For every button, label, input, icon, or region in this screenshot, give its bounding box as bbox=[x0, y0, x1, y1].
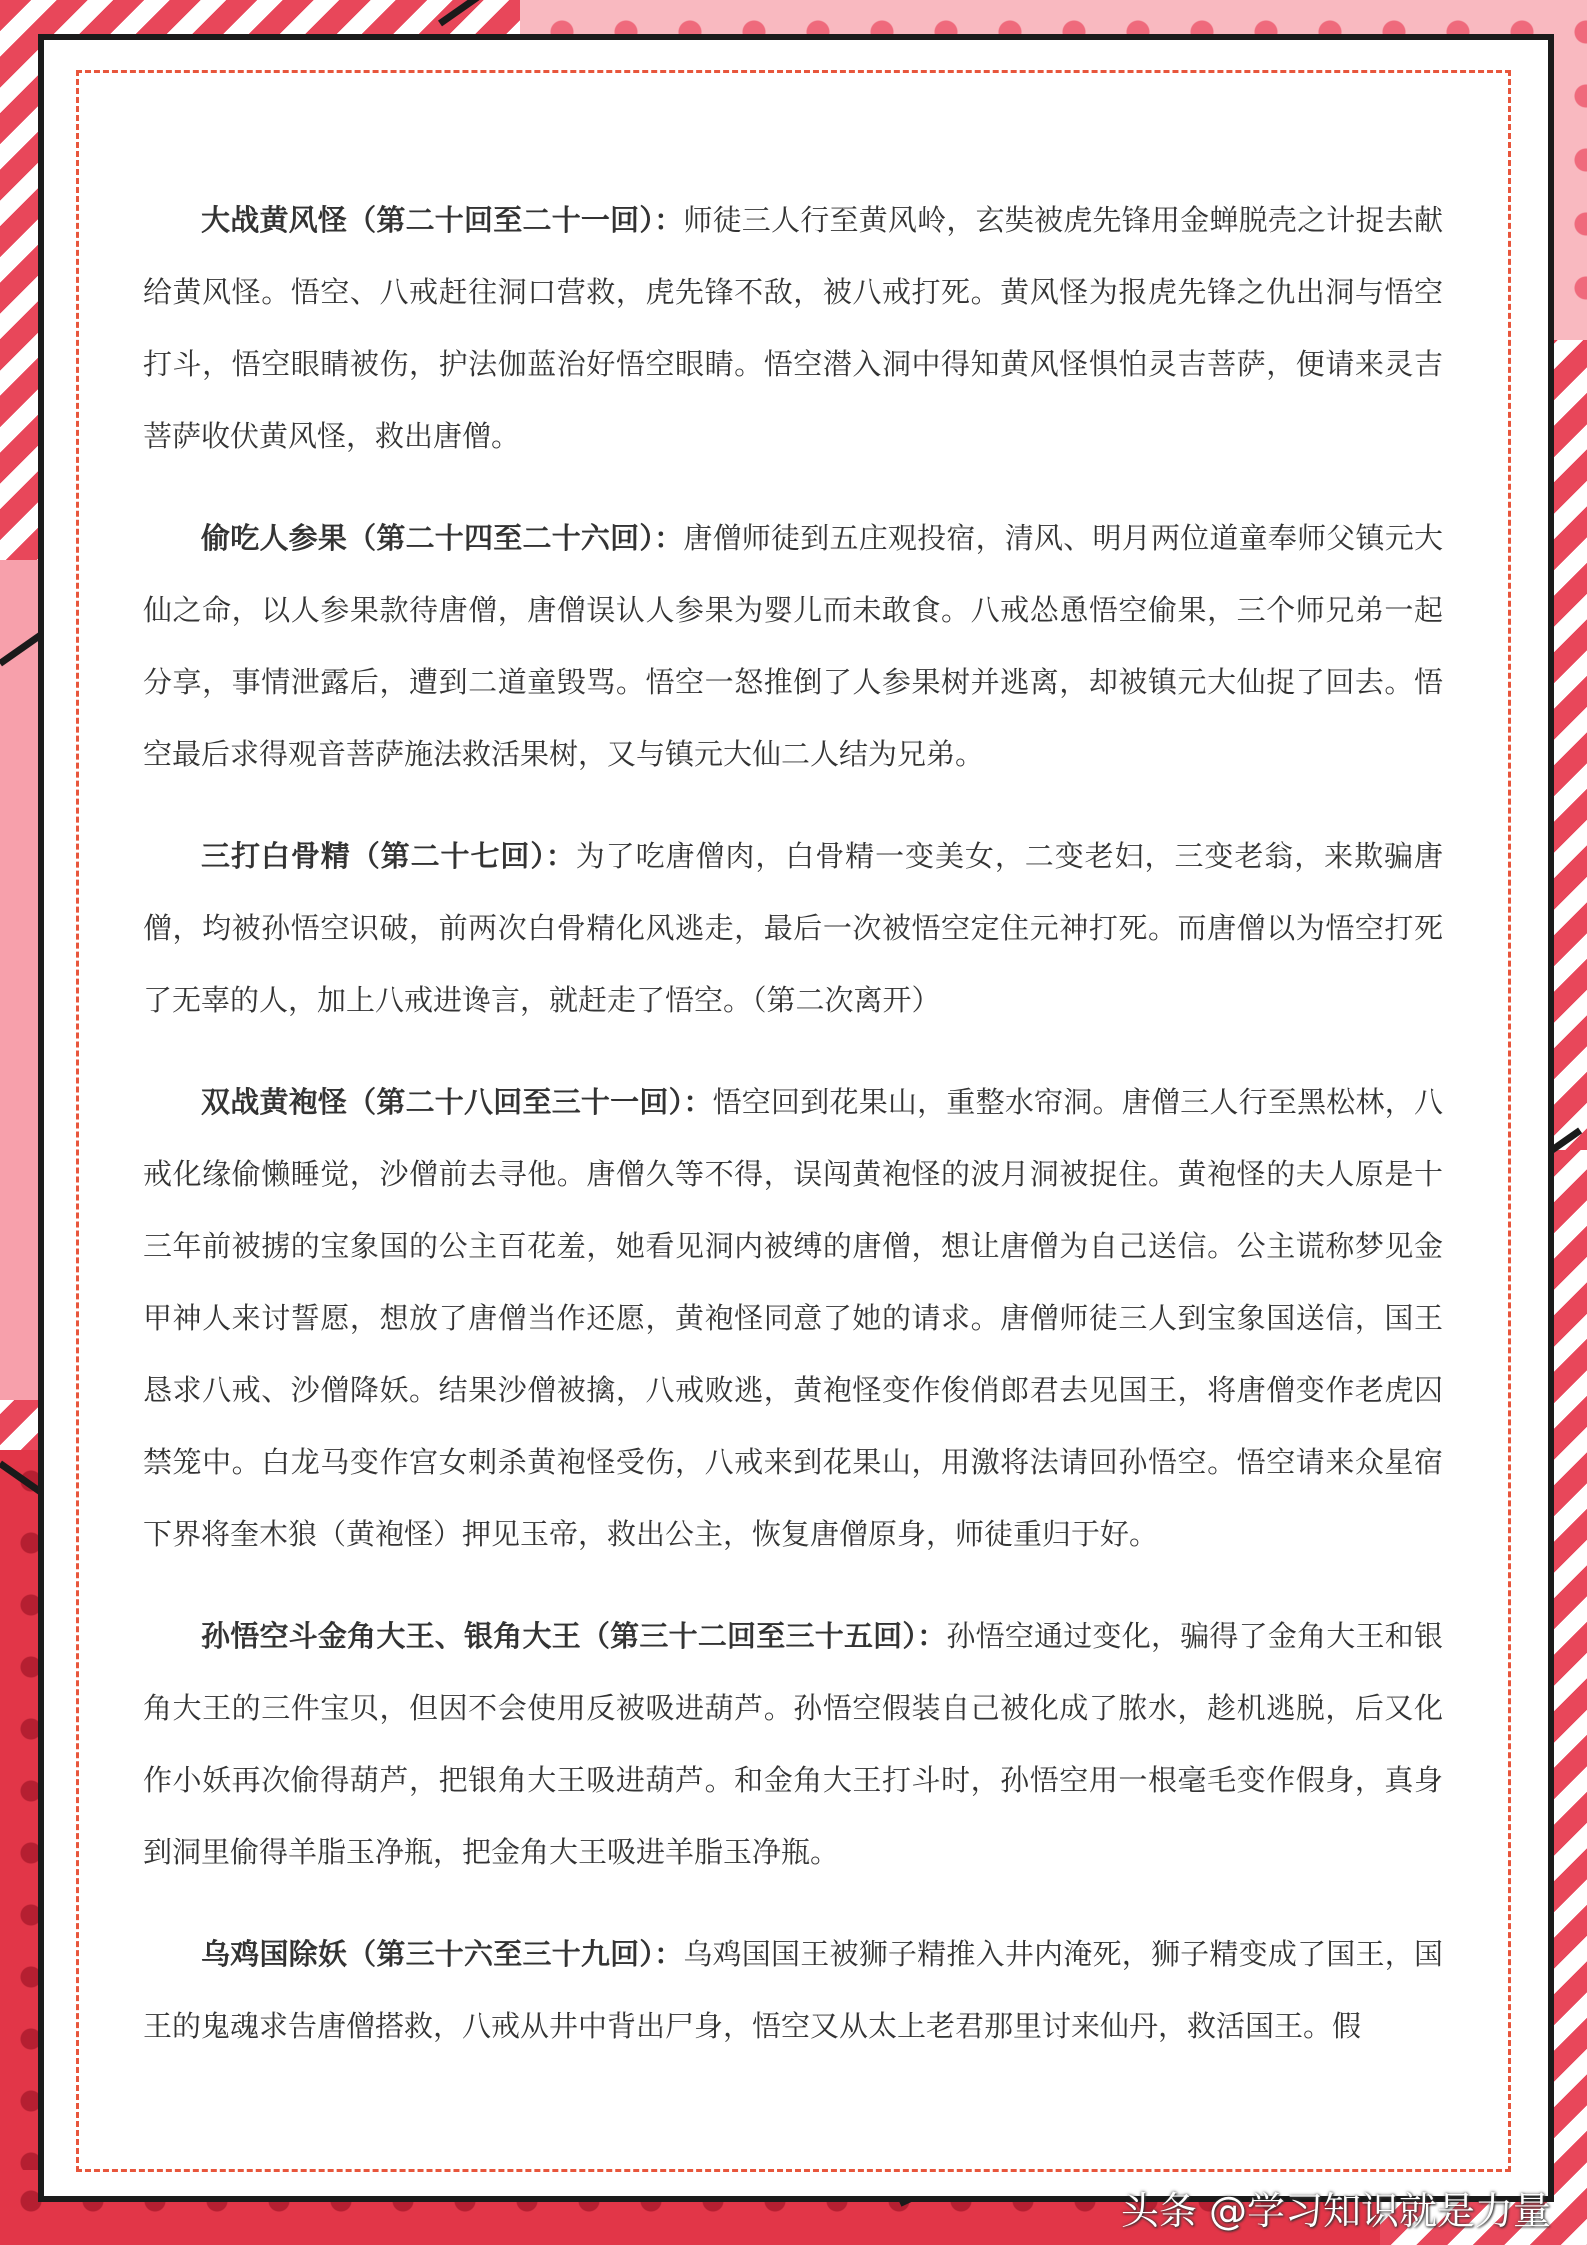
paragraph-huangpaoguai bbox=[143, 1066, 1443, 1570]
paragraph-heading: 大战黄风怪（第二十回至二十一回）： bbox=[201, 203, 684, 237]
paragraph-text: 孙悟空通过变化，骗得了金角大王和银角大王的三件宝贝，但因不会使用反被吸进葫芦。孙悟空假装自己被化成了脓水，趁机逃脱，后又化作小妖再次偷得葫芦，把银角大王吸进葫芦。和金角大王打斗时，孙悟空用一根毫毛变作假身，真身到洞里偷得羊脂玉净瓶，把金角大王吸进羊脂玉净瓶。 bbox=[143, 1619, 1443, 1869]
paragraph-heading: 偷吃人参果（第二十四至二十六回）： bbox=[201, 521, 684, 555]
watermark-text: 头条 @学习知识就是力量 bbox=[1120, 2189, 1551, 2233]
paragraph-heading: 三打白骨精（第二十七回）： bbox=[201, 839, 576, 873]
paragraph-heading: 双战黄袍怪（第二十八回至三十一回）： bbox=[201, 1085, 713, 1119]
paragraph-text: 师徒三人行至黄风岭，玄奘被虎先锋用金蝉脱壳之计捉去献给黄风怪。悟空、八戒赶往洞口营救，虎先锋不敌，被八戒打死。黄风怪为报虎先锋之仇出洞与悟空打斗，悟空眼睛被伤，护法伽蓝治好悟空眼睛。悟空潜入洞中得知黄风怪惧怕灵吉菩萨，便请来灵吉菩萨收伏黄风怪，救出唐僧。 bbox=[143, 203, 1443, 453]
paragraph-text: 为了吃唐僧肉，白骨精一变美女，二变老妇，三变老翁，来欺骗唐僧，均被孙悟空识破，前两次白骨精化风逃走，最后一次被悟空定住元神打死。而唐僧以为悟空打死了无辜的人，加上八戒进谗言，就赶走了悟空。（第二次离开） bbox=[143, 839, 1443, 1017]
paragraph-text: 唐僧师徒到五庄观投宿，清风、明月两位道童奉师父镇元大仙之命，以人参果款待唐僧，唐僧误认人参果为婴儿而未敢食。八戒怂恿悟空偷果，三个师兄弟一起分享，事情泄露后，遭到二道童毁骂。悟空一怒推倒了人参果树并逃离，却被镇元大仙捉了回去。悟空最后求得观音菩萨施法救活果树，又与镇元大仙二人结为兄弟。 bbox=[143, 521, 1443, 771]
paragraph-jinjiao-yinjiao bbox=[143, 1600, 1443, 1888]
paragraph-baigujing bbox=[143, 820, 1443, 1036]
paragraph-renshenguo bbox=[143, 502, 1443, 790]
paragraph-wujiguo bbox=[143, 1918, 1443, 2062]
paragraph-huangfengguai bbox=[143, 184, 1443, 472]
paragraph-heading: 孙悟空斗金角大王、银角大王（第三十二回至三十五回）： bbox=[201, 1619, 947, 1653]
paragraph-text: 悟空回到花果山，重整水帘洞。唐僧三人行至黑松林，八戒化缘偷懒睡觉，沙僧前去寻他。唐僧久等不得，误闯黄袍怪的波月洞被捉住。黄袍怪的夫人原是十三年前被掳的宝象国的公主百花羞，她看见洞内被缚的唐僧，想让唐僧为自己送信。公主谎称梦见金甲神人来讨誓愿，想放了唐僧当作还愿，黄袍怪同意了她的请求。唐僧师徒三人到宝象国送信，国王恳求八戒、沙僧降妖。结果沙僧被擒，八戒败逃，黄袍怪变作俊俏郎君去见国王，将唐僧变作老虎囚禁笼中。白龙马变作宫女刺杀黄袍怪受伤，八戒来到花果山，用激将法请回孙悟空。悟空请来众星宿下界将奎木狼（黄袍怪）押见玉帝，救出公主，恢复唐僧原身，师徒重归于好。 bbox=[143, 1085, 1443, 1551]
paragraph-heading: 乌鸡国除妖（第三十六至三十九回）： bbox=[201, 1937, 684, 1971]
paragraph-text: 乌鸡国国王被狮子精推入井内淹死，狮子精变成了国王，国王的鬼魂求告唐僧搭救，八戒从井中背出尸身，悟空又从太上老君那里讨来仙丹，救活国王。假 bbox=[143, 1937, 1443, 2043]
document-body bbox=[143, 184, 1443, 2092]
